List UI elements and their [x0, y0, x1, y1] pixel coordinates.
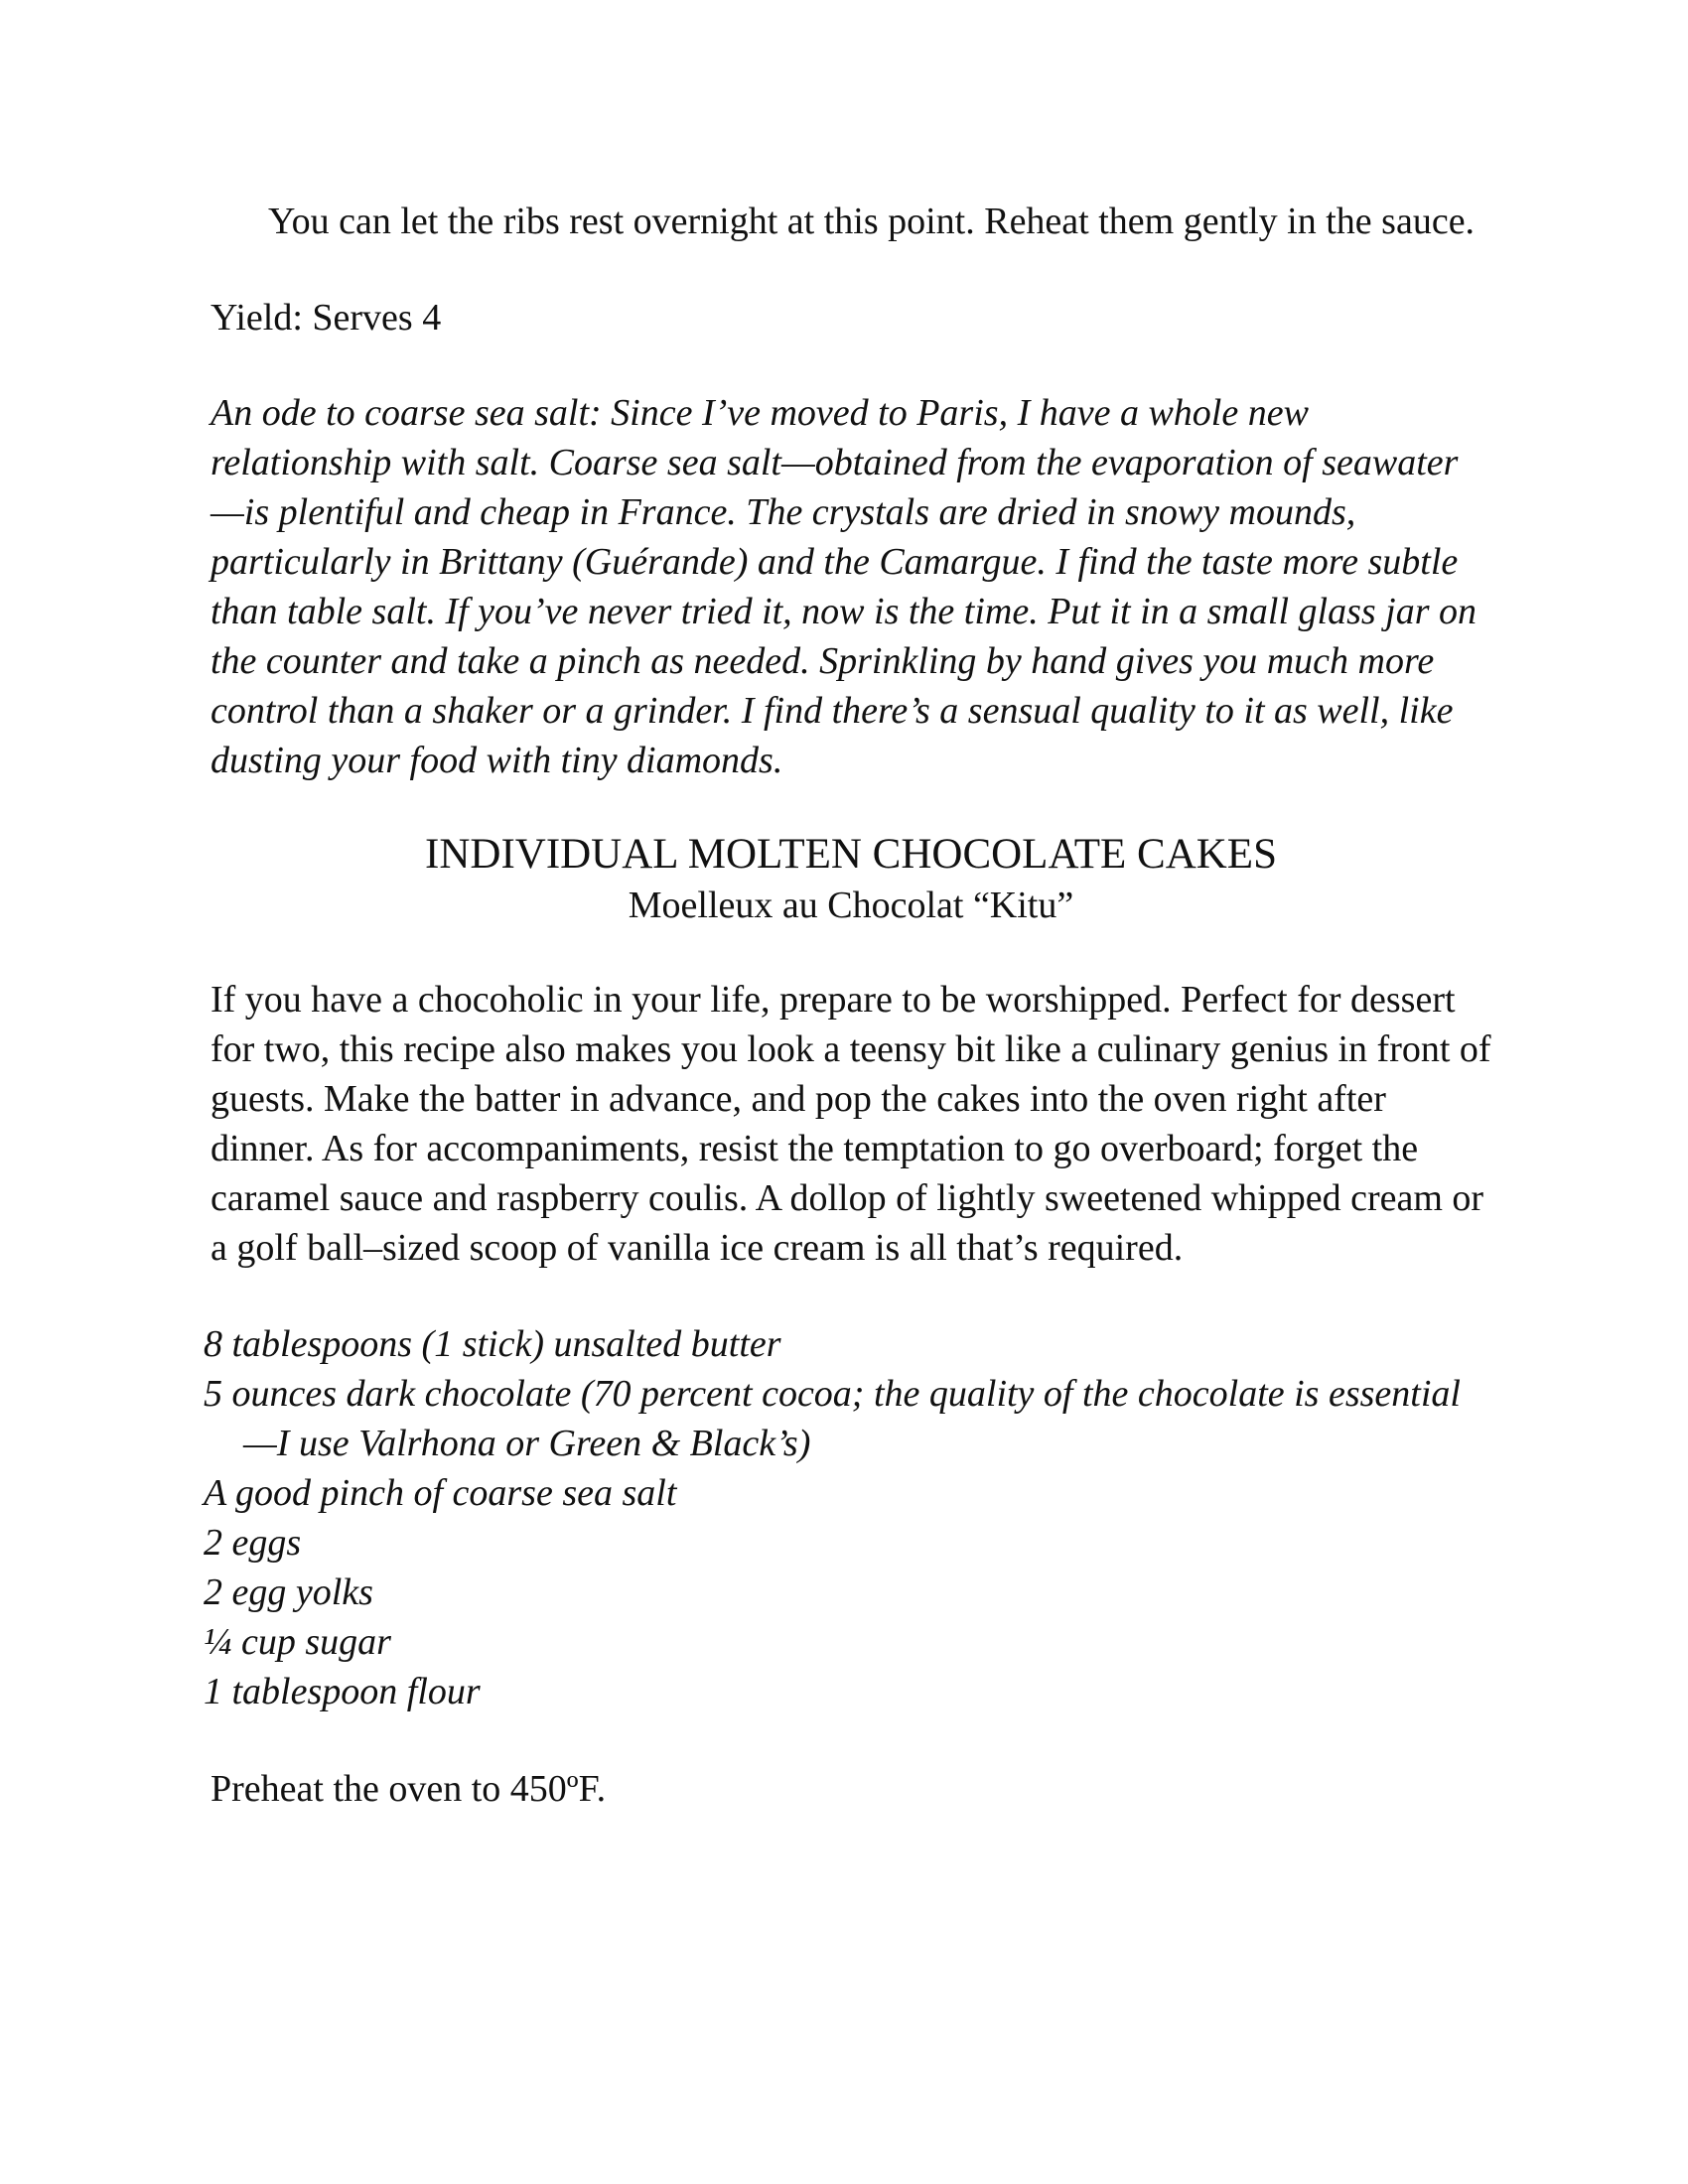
- ingredient-item: 2 eggs: [204, 1522, 302, 1564]
- recipe-subtitle: Moelleux au Chocolat “Kitu”: [628, 885, 1074, 926]
- document-page: [204, 197, 1491, 1814]
- recipe-title: INDIVIDUAL MOLTEN CHOCOLATE CAKES: [425, 831, 1277, 878]
- sea-salt-note: An ode to coarse sea salt: Since I’ve moved to Paris, I have a whole new relationship with salt. Coarse sea salt—obtained from the evaporation of seawater—is plentiful and cheap in France. The crystals are dried in snowy mounds, particularly in Brittany (Guérande) and the Camargue. I find the taste more subtle than table salt. If you’ve never tried it, now is the time. Put it in a small glass jar on the counter and take a pinch as needed. Sprinkling by hand gives you much more control than a shaker or a grinder. I find there’s a sensual quality to it as well, like dusting your food with tiny diamonds.: [211, 392, 1477, 781]
- ingredient-item: 1 tablespoon flour: [204, 1671, 481, 1712]
- yield-text: Yield: Serves 4: [211, 297, 442, 339]
- ingredient-item: 8 tablespoons (1 stick) unsalted butter: [204, 1323, 781, 1365]
- ingredient-item: ¼ cup sugar: [204, 1621, 391, 1663]
- ingredient-item: A good pinch of coarse sea salt: [204, 1472, 677, 1514]
- ingredient-item: 2 egg yolks: [204, 1571, 373, 1613]
- ingredient-list: [204, 1319, 1491, 1716]
- instruction-step: Preheat the oven to 450ºF.: [211, 1768, 607, 1810]
- ingredient-item: 5 ounces dark chocolate (70 percent cocoa; the quality of the chocolate is essential—I use Valrhona or Green & Black’s): [204, 1373, 1461, 1464]
- recipe-description: If you have a chocoholic in your life, prepare to be worshipped. Perfect for dessert for two, this recipe also makes you look a teensy bit like a culinary genius in front of guests. Make the batter in advance, and pop the cakes into the oven right after dinner. As for accompaniments, resist the temptation to go overboard; forget the caramel sauce and raspberry coulis. A dollop of lightly sweetened whipped cream or a golf ball–sized scoop of vanilla ice cream is all that’s required.: [211, 979, 1491, 1269]
- intro-paragraph: You can let the ribs rest overnight at this point. Reheat them gently in the sauce.: [268, 201, 1476, 242]
